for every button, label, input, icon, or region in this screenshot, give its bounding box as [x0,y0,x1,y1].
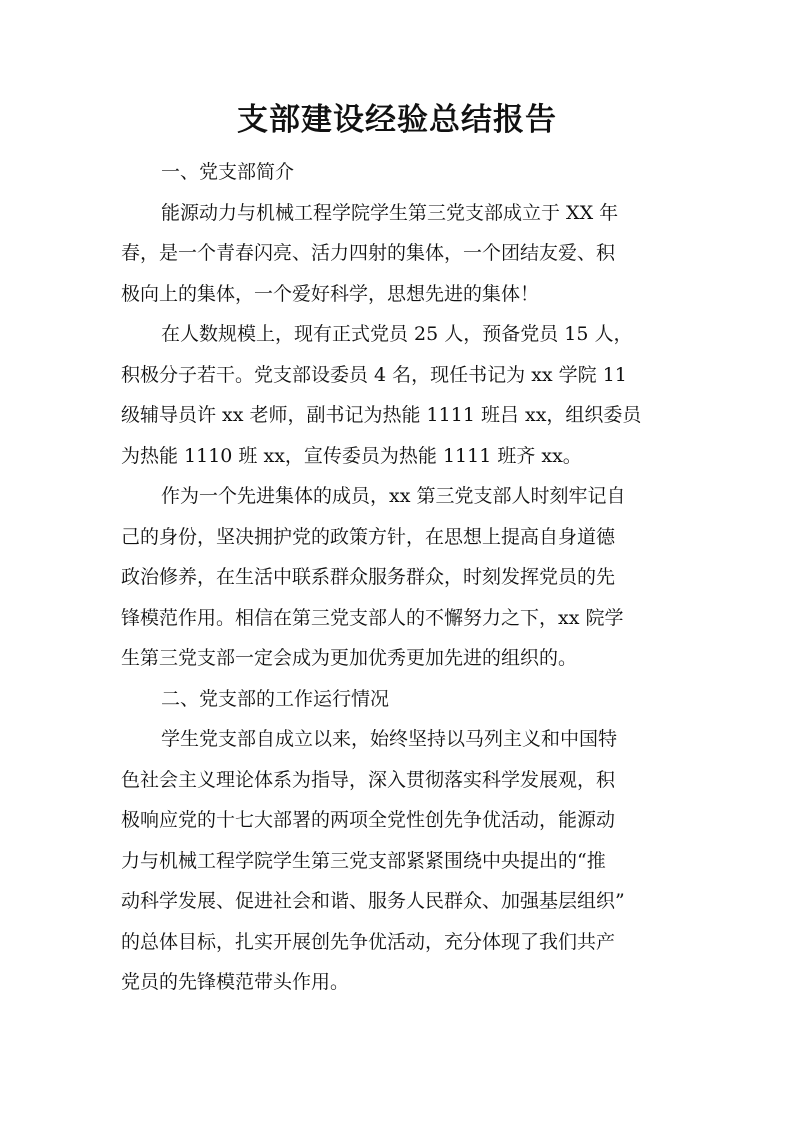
text-line: 积极分子若干。党支部设委员 4 名，现任书记为 xx 学院 11 [121,363,627,386]
text-line: 极响应党的十七大部署的两项全党性创先争优活动，能源动 [121,809,616,831]
text-line: 色社会主义理论体系为指导，深入贯彻落实科学发展观，积 [121,768,616,791]
text-line: 学生党支部自成立以来，始终坚持以马列主义和中国特 [161,728,618,750]
text-line: 锋模范作用。相信在第三党支部人的不懈努力之下，xx 院学 [121,606,624,629]
document-title: 支部建设经验总结报告 [237,102,557,138]
text-line: 能源动力与机械工程学院学生第三党支部成立于 XX 年 [161,201,619,224]
body-paragraph [121,719,687,1003]
text-line: 级辅导员许 xx 老师，副书记为热能 1111 班吕 xx，组织委员 [121,404,642,426]
text-line: 的总体目标，扎实开展创先争优活动，充分体现了我们共产 [121,930,616,953]
document-body [121,152,687,1003]
text-line: 作为一个先进集体的成员，xx 第三党支部人时刻牢记自 [161,485,626,507]
text-line: 春，是一个青春闪亮、活力四射的集体，一个团结友爱、积 [121,242,616,264]
text-line: 己的身份，坚决拥护党的政策方针，在思想上提高自身道德 [121,525,616,548]
body-paragraph [121,193,687,315]
text-line: 一、党支部简介 [161,161,295,183]
text-line: 生第三党支部一定会成为更加优秀更加先进的组织的。 [121,647,578,669]
body-paragraph [121,314,687,476]
text-line: 政治修养，在生活中联系群众服务群众，时刻发挥党员的先 [121,566,616,588]
text-line: 党员的先锋模范带头作用。 [121,971,350,993]
text-line: 力与机械工程学院学生第三党支部紧紧围绕中央提出的“推 [121,849,606,872]
section-heading [121,152,687,193]
text-line: 为热能 1110 班 xx，宣传委员为热能 1111 班齐 xx。 [121,444,582,467]
text-line: 动科学发展、促进社会和谐、服务人民群众、加强基层组织” [121,890,625,912]
text-line: 二、党支部的工作运行情况 [161,687,390,710]
text-line: 极向上的集体，一个爱好科学，思想先进的集体！ [121,282,540,305]
body-paragraph [121,476,687,679]
section-heading [121,679,687,720]
text-line: 在人数规模上，现有正式党员 25 人，预备党员 15 人， [161,323,633,345]
